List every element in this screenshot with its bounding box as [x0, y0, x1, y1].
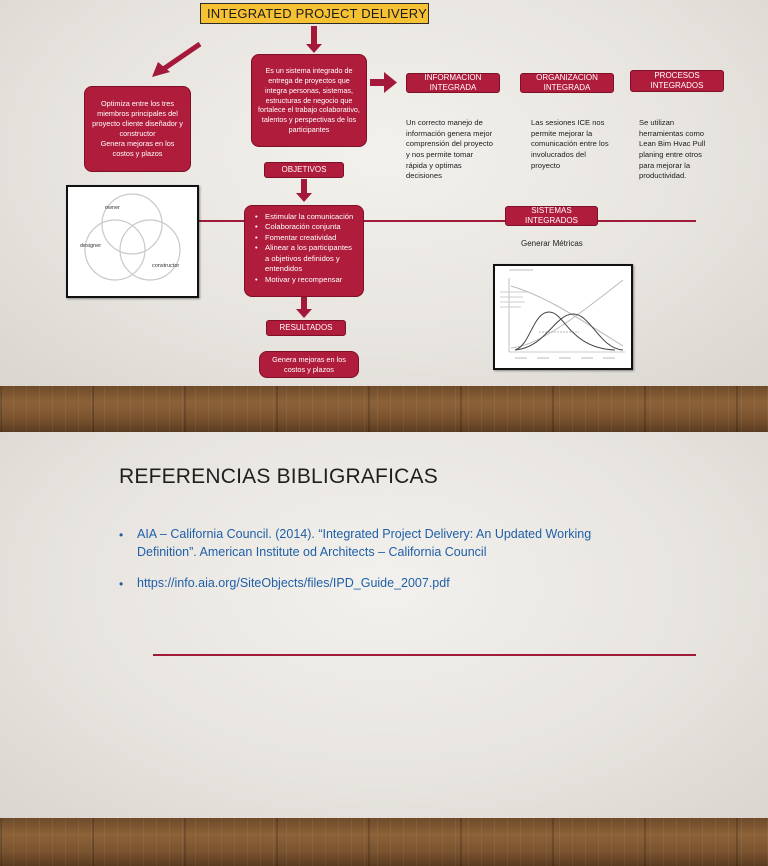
pill-procesos-integrados: PROCESOS INTEGRADOS	[630, 70, 724, 92]
venn-diagram-image	[66, 185, 199, 298]
wood-floor-decoration	[0, 386, 768, 432]
pill-sistemas-integrados: SISTEMAS INTEGRADOS	[505, 206, 598, 226]
objetivo-item: • Alinear a los participantes a objetivos definidos y entendidos	[265, 243, 357, 274]
reference-link[interactable]: https://info.aia.org/SiteObjects/files/IPD_Guide_2007.pdf	[137, 576, 450, 590]
divider-line-right	[598, 220, 696, 222]
col-text-organizacion: Las sesiones ICE nos permite mejorar la comunicación entre los involucrados del proyecto	[531, 118, 609, 170]
arrow-right-icon	[370, 72, 398, 94]
objetivos-list-box	[244, 205, 364, 297]
venn-constructor-label: constructor	[152, 263, 180, 269]
arrow-stem	[311, 26, 317, 44]
references-title: REFERENCIAS BIBLIGRAFICAS	[119, 465, 438, 488]
left-summary-box: Optimiza entre los tres miembros principales del proyecto cliente diseñador y constructor Genera mejoras en los costos y plazos	[84, 86, 191, 172]
resultados-box: Genera mejoras en los costos y plazos	[259, 351, 359, 378]
slide-title: INTEGRATED PROJECT DELIVERY	[200, 3, 429, 24]
venn-diagram-graphic	[68, 187, 197, 296]
pill-objetivos: OBJETIVOS	[264, 162, 344, 178]
arrow-down-icon	[296, 193, 312, 202]
pill-informacion-integrada: INFORMACION INTEGRADA	[406, 73, 500, 93]
bullet-icon: •	[119, 577, 124, 591]
arrow-down-icon	[296, 309, 312, 318]
objetivo-item: • Motivar y recompensar	[265, 275, 357, 285]
venn-designer-label: designer	[80, 243, 102, 249]
arrow-stem	[301, 297, 307, 309]
arrow-down-icon	[306, 44, 322, 53]
pill-resultados: RESULTADOS	[266, 320, 346, 336]
macleamy-curve-graphic	[495, 266, 631, 368]
sistemas-text: Generar Métricas	[521, 239, 583, 248]
divider-line	[153, 654, 696, 656]
slide-references	[0, 432, 768, 818]
divider-line-left	[196, 220, 246, 222]
reference-item: AIA – California Council. (2014). “Integrated Project Delivery: An Updated Working Definition”. American Institute od Architects – California Council	[137, 527, 592, 560]
wood-floor-decoration	[0, 818, 768, 866]
pill-organizacion-integrada: ORGANIZACION INTEGRADA	[520, 73, 614, 93]
divider-line-middle	[364, 220, 506, 222]
col-text-procesos: Se utilizan herramientas como Lean Bim Hvac Pull planing entre otros para mejorar la productividad.	[639, 118, 706, 181]
objetivo-item: • Fomentar creatividad	[265, 233, 357, 243]
diagonal-arrow-icon	[148, 40, 204, 80]
bullet-icon: •	[119, 528, 124, 542]
macleamy-curve-image	[493, 264, 633, 370]
center-definition-box: Es un sistema integrado de entrega de proyectos que integra personas, sistemas, estructuras de negocio que fortalece el trabajo colaborativo, talentos y perspectivas de los participantes	[251, 54, 367, 147]
slide-ipd-diagram	[0, 0, 768, 386]
arrow-stem	[301, 179, 307, 193]
venn-owner-label: owner	[105, 205, 120, 211]
objetivo-item: • Colaboración conjunta	[265, 222, 357, 232]
objetivo-item: • Estimular la comunicación	[265, 212, 357, 222]
col-text-informacion: Un correcto manejo de información genera mejor comprensión del proyecto y nos permite tomar rápida y optimas decisiones	[406, 118, 493, 181]
